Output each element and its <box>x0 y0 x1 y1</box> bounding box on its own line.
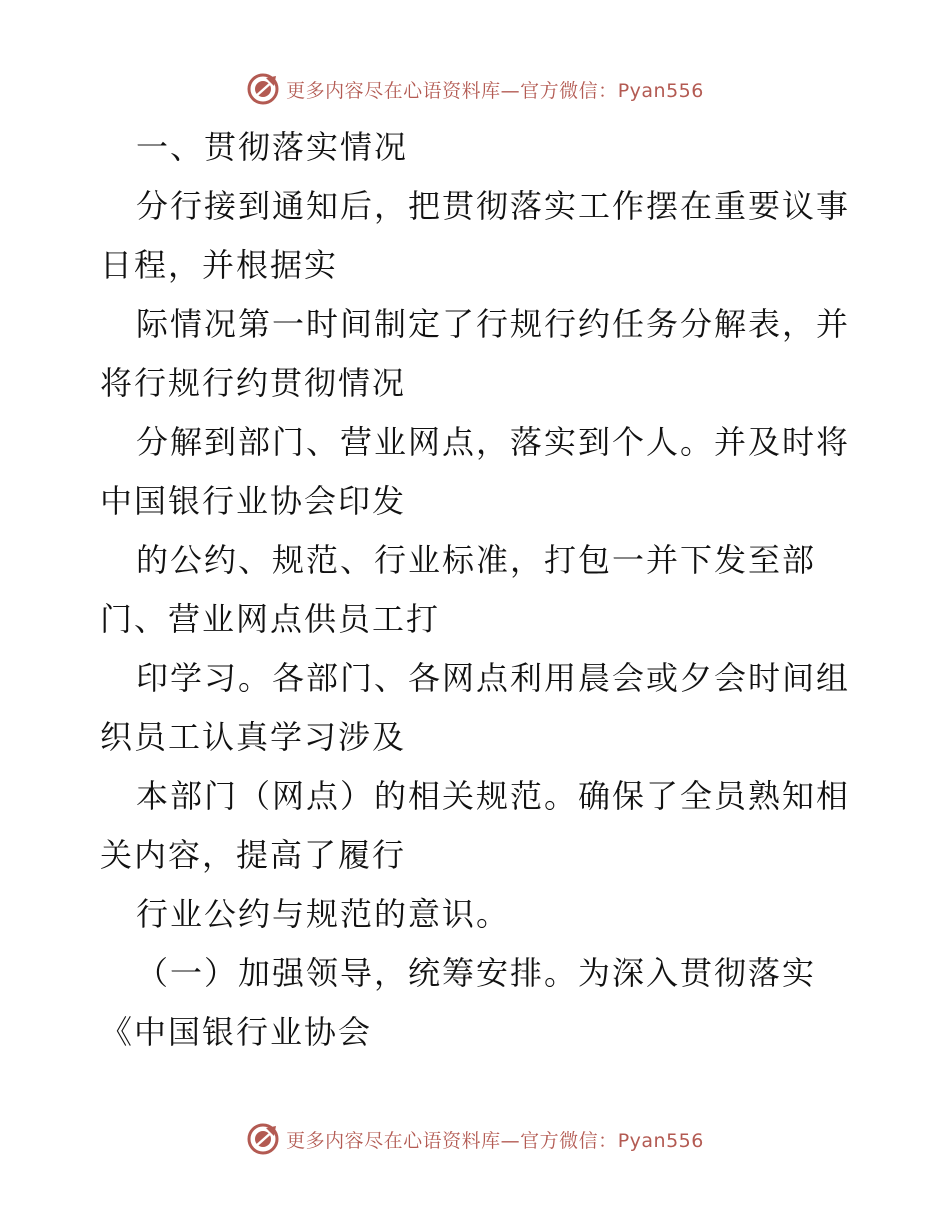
watermark-brand: 更多内容尽在心语资料库 <box>286 79 501 102</box>
watermark-separator: — <box>500 79 521 102</box>
text-line: 门、营业网点供员工打 <box>100 600 441 638</box>
watermark-header <box>0 72 950 106</box>
text-line: 分行接到通知后，把贯彻落实工作摆在重要议事 <box>136 187 851 225</box>
text-line: 日程，并根据实 <box>100 246 339 284</box>
watermark-text <box>286 1126 704 1153</box>
watermark-text <box>286 76 704 103</box>
text-line: 关内容，提高了履行 <box>100 836 407 874</box>
seal-logo-icon <box>246 1122 280 1156</box>
text-line: 将行规行约贯彻情况 <box>100 364 407 402</box>
text-line: 中国银行业协会印发 <box>100 482 407 520</box>
watermark-contact-id: Pyan556 <box>617 79 704 102</box>
watermark-footer <box>0 1122 950 1156</box>
text-line: （一）加强领导，统筹安排。为深入贯彻落实 <box>136 954 817 992</box>
text-line: 印学习。各部门、各网点利用晨会或夕会时间组 <box>136 659 851 697</box>
text-line: 际情况第一时间制定了行规行约任务分解表，并 <box>136 305 851 343</box>
watermark-separator: — <box>500 1129 521 1152</box>
seal-logo-icon <box>246 72 280 106</box>
document-body <box>100 118 852 1062</box>
text-line: 的公约、规范、行业标准，打包一并下发至部 <box>136 541 817 579</box>
text-line: 织员工认真学习涉及 <box>100 718 407 756</box>
text-line: 行业公约与规范的意识。 <box>136 895 511 933</box>
watermark-contact-label: 官方微信： <box>520 79 618 102</box>
text-line: 分解到部门、营业网点，落实到个人。并及时将 <box>136 423 851 461</box>
watermark-contact-id: Pyan556 <box>617 1129 704 1152</box>
section-heading: 一、贯彻落实情况 <box>136 128 409 166</box>
watermark-brand: 更多内容尽在心语资料库 <box>286 1129 501 1152</box>
text-line: 《中国银行业协会 <box>100 1013 373 1051</box>
paragraph-lines <box>100 177 852 1062</box>
text-line: 本部门（网点）的相关规范。确保了全员熟知相 <box>136 777 851 815</box>
watermark-contact-label: 官方微信： <box>520 1129 618 1152</box>
